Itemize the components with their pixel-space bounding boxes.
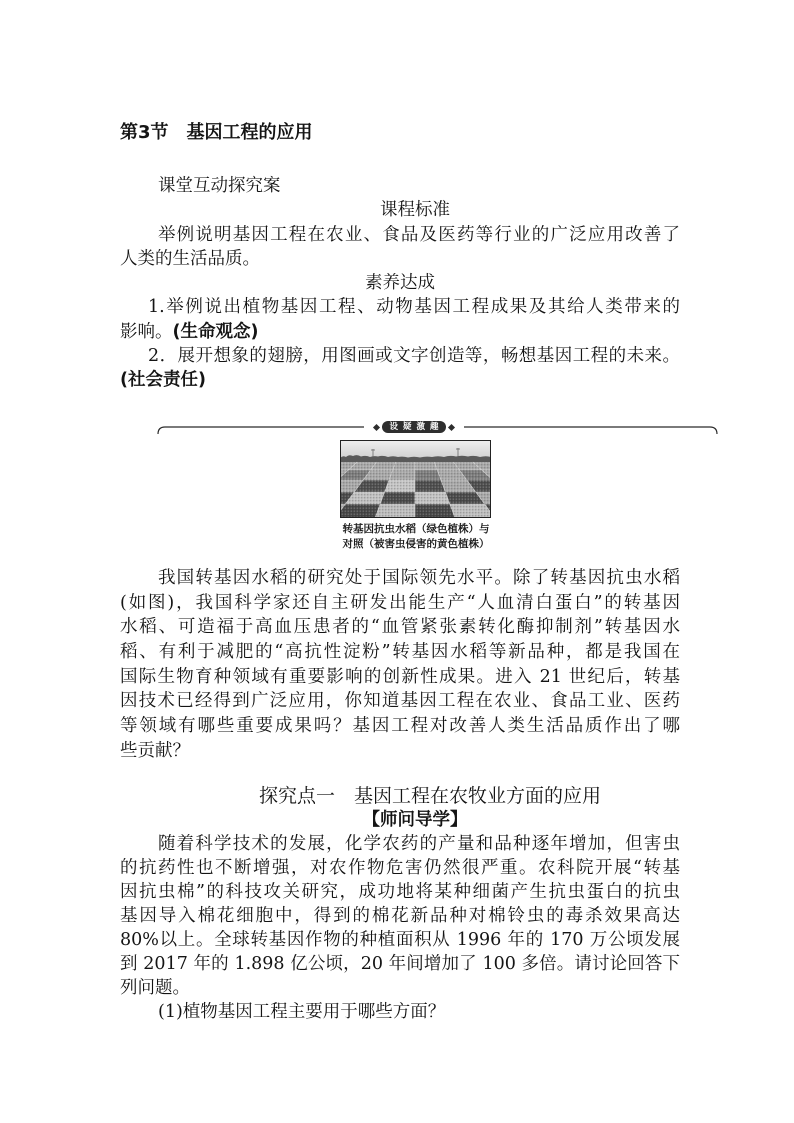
standards-line: 举例说明基因工程在农业、食品及医药等行业的广泛应用改善了 (158, 224, 680, 245)
caption-line: 转基因抗虫水稻（绿色植株）与 (342, 523, 490, 535)
intro-paragraph (120, 566, 680, 764)
literacy-item-1-text: 影响。 (120, 321, 173, 342)
literacy-item-1: 1.举例说出植物基因工程、动物基因工程成果及其给人类带来的 (148, 297, 680, 318)
intro-line: 因技术已经得到广泛应用，你知道基因工程在农业、食品工业、医药 (120, 691, 680, 712)
literacy-item-2-tag: (社会责任) (120, 370, 206, 391)
literacy-item-1-tag: (生命观念) (172, 321, 259, 342)
inquiry-line: 因抗虫棉”的科技攻关研究，成功地将某种细菌产生抗虫蛋白的抗虫 (120, 882, 680, 902)
intro-line: 水稻、可造福于高血压患者的“血管紧张素转化酶抑制剂”转基因水 (120, 617, 680, 638)
inquiry-line: 到 2017 年的 1.898 亿公顷，20 年间增加了 100 多倍。请讨论回答下 (120, 954, 680, 974)
ornament-icon (373, 423, 380, 430)
inquiry-line: 随着科学技术的发展，化学农药的产量和品种逐年增加，但害虫 (158, 834, 680, 854)
inquiry-line: 80%以上。全球转基因作物的种植面积从 1996 年的 170 万公顷发展 (120, 930, 680, 950)
rice-field-photo (340, 440, 491, 518)
inquiry-line: 的抗药性也不断增强，对农作物危害仍然很严重。农科院开展“转基 (120, 858, 680, 878)
inquiry-subheading: 【师问导学】 (362, 810, 468, 830)
divider-badge-label: 设疑激趣 (382, 421, 445, 433)
section-title: 第3节 基因工程的应用 (120, 122, 313, 143)
inquiry-question: (1)植物基因工程主要用于哪些方面？ (158, 1002, 446, 1022)
literacy-item-2-continued (120, 368, 680, 392)
intro-line: 国际生物育种领域有重要影响的创新性成果。进入 21 世纪后，转基 (120, 666, 680, 687)
intro-line: 些贡献？ (120, 740, 190, 761)
inquiry-line: 列问题。 (120, 978, 190, 998)
inquiry-line: 基因导入棉花细胞中，得到的棉花新品种对棉铃虫的毒杀效果高达 (120, 906, 680, 926)
literacy-heading: 素养达成 (365, 273, 435, 294)
intro-line: 等领域有哪些重要成果吗？基因工程对改善人类生活品质作出了哪 (120, 716, 680, 737)
intro-line: (如图)，我国科学家还自主研发出能生产“人血清白蛋白”的转基因 (120, 592, 680, 613)
divider-badge (364, 419, 464, 435)
lesson-goals-block (120, 174, 680, 393)
inquiry-section (120, 784, 680, 1024)
ornament-icon (447, 423, 454, 430)
standards-heading: 课程标准 (380, 200, 450, 221)
figure-caption (336, 522, 496, 552)
standards-line: 人类的生活品质。 (120, 248, 260, 269)
literacy-item-2: 2．展开想象的翅膀，用图画或文字创造等，畅想基因工程的未来。 (148, 346, 680, 367)
intro-line: 我国转基因水稻的研究处于国际领先水平。除了转基因抗虫水稻 (158, 568, 680, 588)
photo-field-plots (340, 462, 491, 518)
inquiry-heading: 探究点一 基因工程在农牧业方面的应用 (258, 785, 601, 807)
section-label: 课堂互动探究案 (158, 176, 281, 196)
caption-line: 对照（被害虫侵害的黄色植株） (342, 538, 490, 550)
intro-line: 稻、有利于减肥的“高抗性淀粉”转基因水稻等新品种，都是我国在 (120, 642, 680, 663)
literacy-item-1-continued (120, 320, 680, 344)
